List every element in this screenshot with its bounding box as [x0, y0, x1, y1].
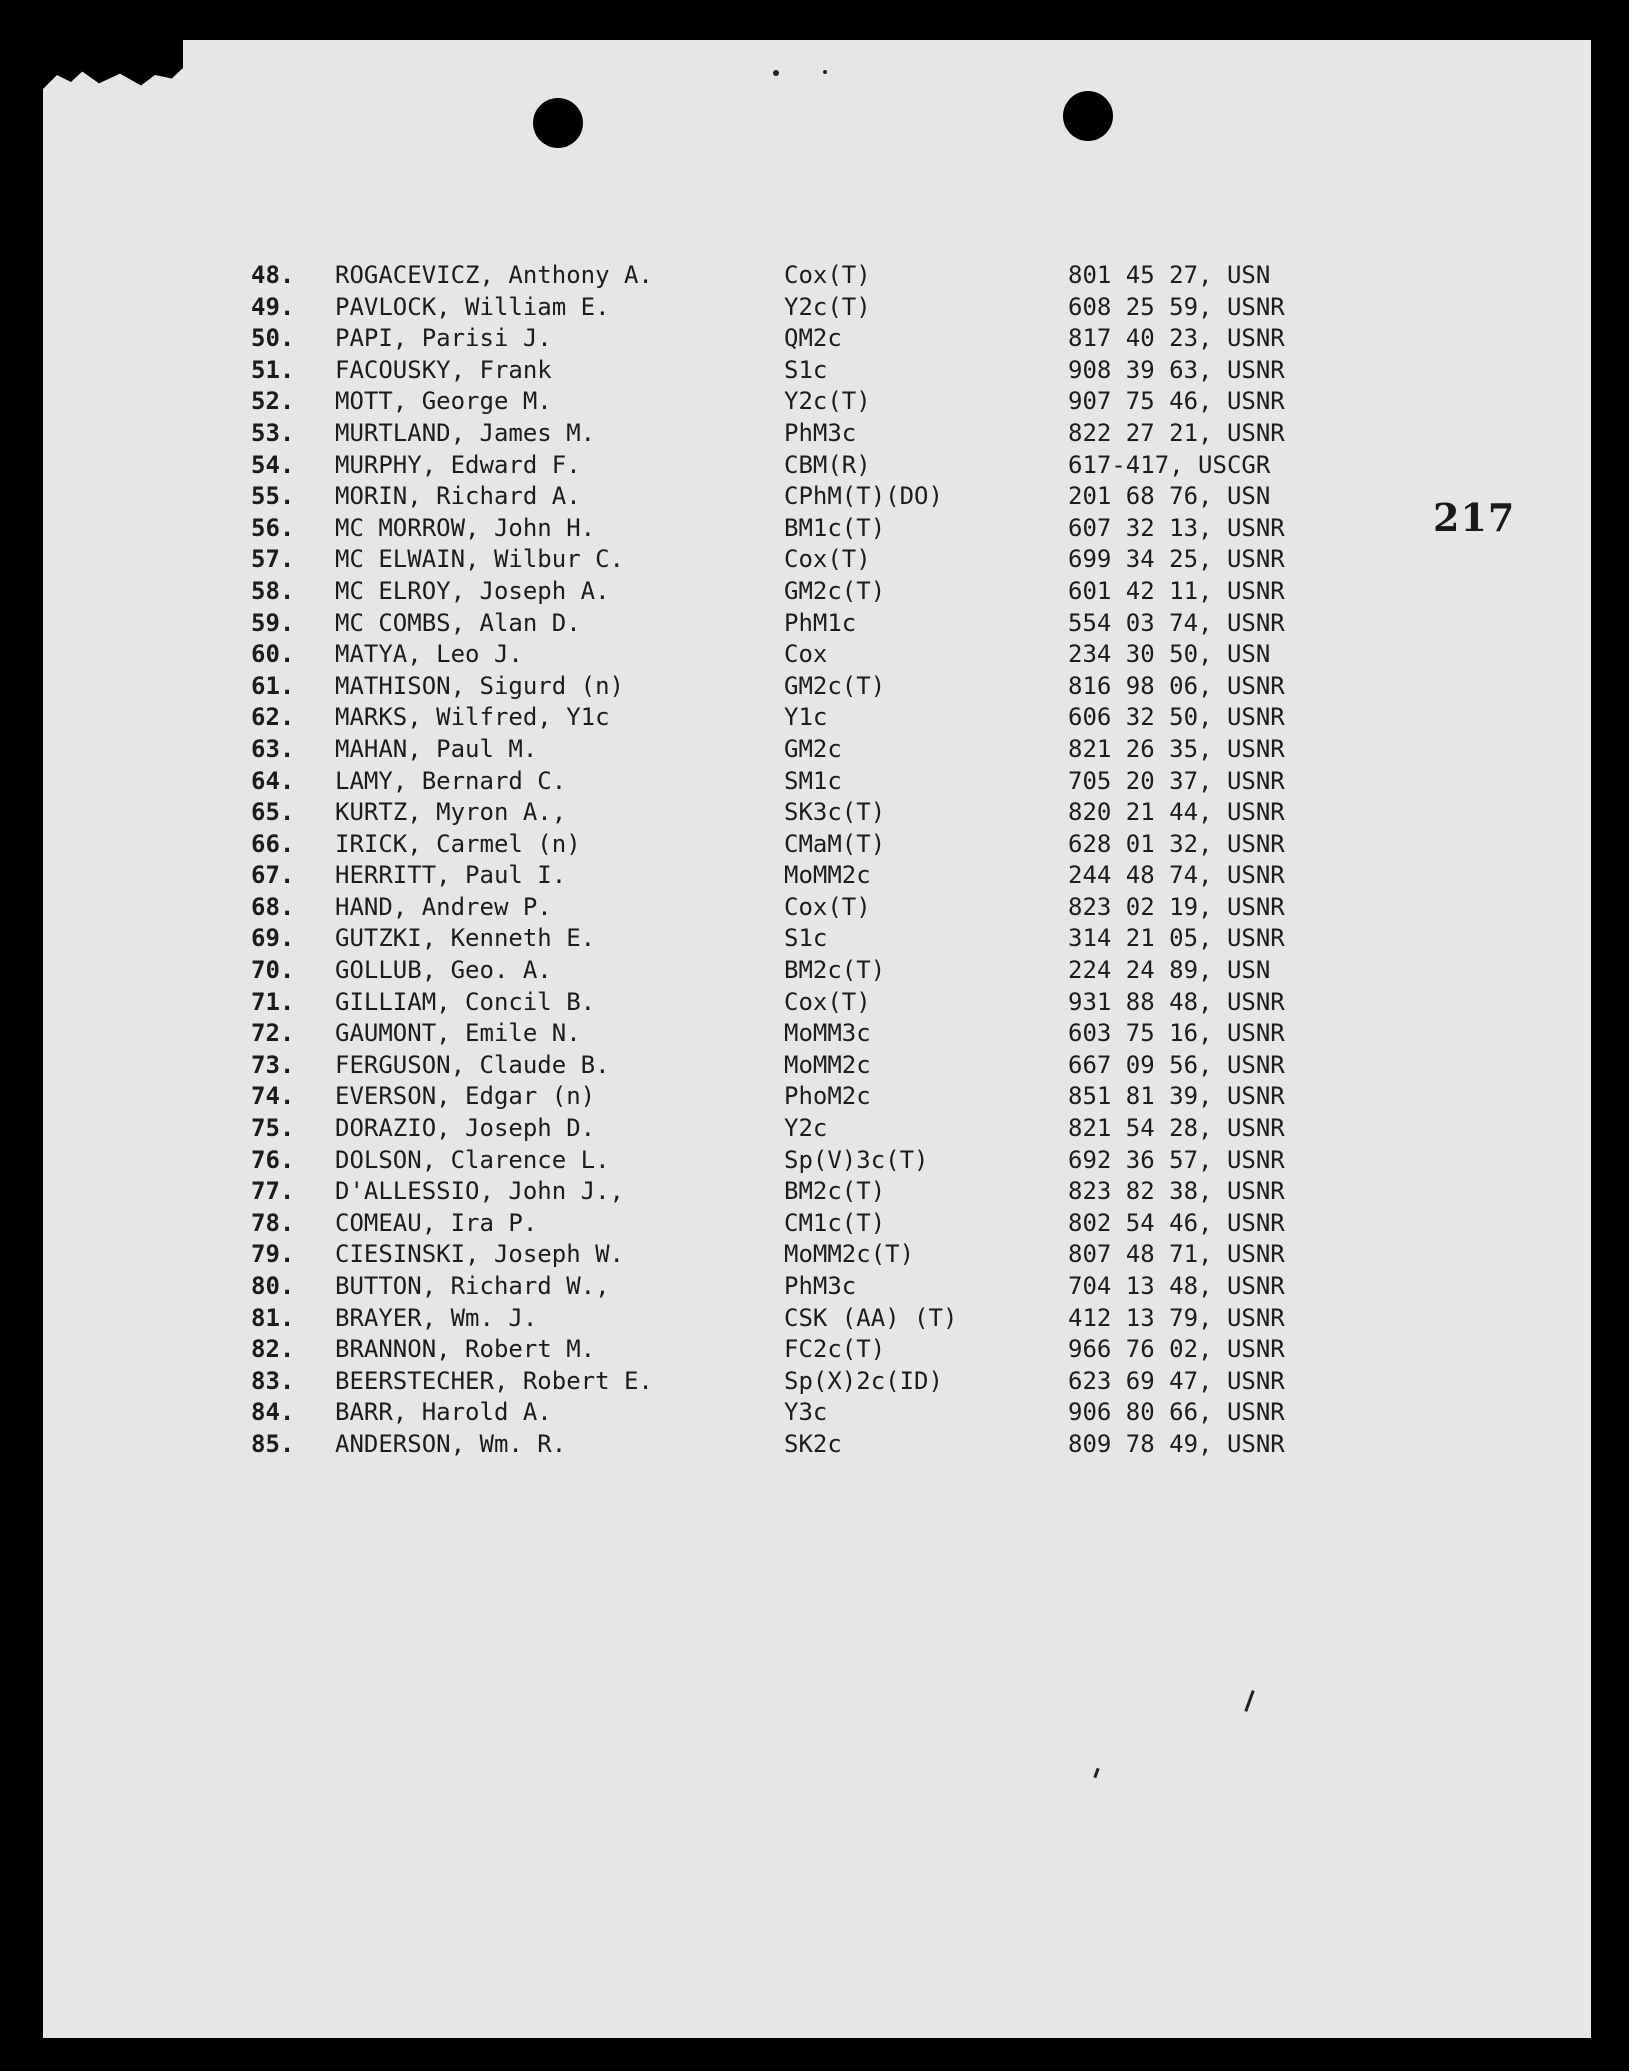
- crew-rate: PhM3c: [784, 1272, 857, 1300]
- roster-row: [43, 1397, 1591, 1429]
- entry-number: 59.: [251, 608, 295, 637]
- crew-rate: S1c: [784, 355, 828, 384]
- service-number: 809 78 49, USNR: [1068, 1429, 1285, 1458]
- service-number: 617-417, USCGR: [1068, 450, 1271, 479]
- crew-rate: MoMM2c: [784, 861, 871, 890]
- stray-mark: [823, 70, 827, 74]
- crew-name: BARR, Harold A.: [335, 1398, 552, 1427]
- crew-name: KURTZ, Myron A.,: [335, 798, 567, 827]
- crew-name: LAMY, Bernard C.: [335, 766, 567, 795]
- roster-row: [43, 260, 1591, 292]
- stray-mark: [1244, 1690, 1254, 1712]
- crew-rate: BM2c(T): [784, 956, 886, 985]
- roster-row: [43, 608, 1591, 640]
- crew-name: DORAZIO, Joseph D.: [335, 1114, 596, 1143]
- entry-number: 54.: [251, 450, 295, 479]
- roster-row: [43, 1366, 1591, 1398]
- entry-number: 55.: [251, 482, 295, 511]
- crew-rate: Cox(T): [784, 545, 871, 574]
- crew-rate: Y2c: [784, 1114, 828, 1143]
- roster-row: [43, 323, 1591, 355]
- crew-name: MARKS, Wilfred, Y1c: [335, 703, 610, 732]
- crew-rate: CBM(R): [784, 450, 871, 479]
- crew-name: BUTTON, Richard W.,: [335, 1272, 610, 1300]
- crew-name: CIESINSKI, Joseph W.: [335, 1240, 624, 1269]
- entry-number: 73.: [251, 1050, 295, 1079]
- crew-rate: CMaM(T): [784, 829, 886, 858]
- service-number: 234 30 50, USN: [1068, 640, 1271, 669]
- entry-number: 72.: [251, 1019, 295, 1048]
- roster-row: [43, 1334, 1591, 1366]
- crew-rate: PhoM2c: [784, 1082, 871, 1111]
- entry-number: 50.: [251, 324, 295, 353]
- crew-name: MATHISON, Sigurd (n): [335, 671, 624, 700]
- crew-rate: CSK (AA) (T): [784, 1303, 958, 1332]
- crew-name: GUTZKI, Kenneth E.: [335, 924, 596, 953]
- document-page: [43, 40, 1591, 2038]
- roster-row: [43, 1145, 1591, 1177]
- entry-number: 58.: [251, 576, 295, 605]
- crew-name: ROGACEVICZ, Anthony A.: [335, 261, 653, 289]
- crew-name: MC ELWAIN, Wilbur C.: [335, 545, 624, 574]
- crew-name: MATYA, Leo J.: [335, 640, 523, 669]
- service-number: 931 88 48, USNR: [1068, 987, 1285, 1016]
- service-number: 606 32 50, USNR: [1068, 703, 1285, 732]
- entry-number: 57.: [251, 545, 295, 574]
- roster-row: [43, 639, 1591, 671]
- entry-number: 64.: [251, 766, 295, 795]
- service-number: 822 27 21, USNR: [1068, 418, 1285, 447]
- entry-number: 81.: [251, 1303, 295, 1332]
- crew-name: PAPI, Parisi J.: [335, 324, 552, 353]
- crew-name: ANDERSON, Wm. R.: [335, 1429, 567, 1458]
- crew-rate: FC2c(T): [784, 1335, 886, 1364]
- crew-rate: GM2c(T): [784, 576, 886, 605]
- roster-row: [43, 955, 1591, 987]
- roster-row: [43, 513, 1591, 545]
- service-number: 821 54 28, USNR: [1068, 1114, 1285, 1143]
- service-number: 692 36 57, USNR: [1068, 1145, 1285, 1174]
- roster-row: [43, 481, 1591, 513]
- roster-row: [43, 987, 1591, 1019]
- service-number: 823 02 19, USNR: [1068, 892, 1285, 921]
- roster-row: [43, 1239, 1591, 1271]
- service-number: 608 25 59, USNR: [1068, 292, 1285, 321]
- crew-name: GOLLUB, Geo. A.: [335, 956, 552, 985]
- crew-name: FACOUSKY, Frank: [335, 355, 552, 384]
- crew-name: MC ELROY, Joseph A.: [335, 576, 610, 605]
- service-number: 699 34 25, USNR: [1068, 545, 1285, 574]
- service-number: 314 21 05, USNR: [1068, 924, 1285, 953]
- entry-number: 65.: [251, 798, 295, 827]
- crew-name: GILLIAM, Concil B.: [335, 987, 596, 1016]
- crew-rate: GM2c: [784, 734, 842, 763]
- service-number: 966 76 02, USNR: [1068, 1335, 1285, 1364]
- crew-rate: CPhM(T)(DO): [784, 482, 943, 511]
- crew-rate: PhM1c: [784, 608, 857, 637]
- crew-rate: SM1c: [784, 766, 842, 795]
- crew-name: MC MORROW, John H.: [335, 513, 596, 542]
- roster-row: [43, 1176, 1591, 1208]
- punch-hole-right: [1063, 91, 1113, 141]
- roster-row: [43, 797, 1591, 829]
- service-number: 244 48 74, USNR: [1068, 861, 1285, 890]
- crew-name: MORIN, Richard A.: [335, 482, 581, 511]
- roster-row: [43, 1303, 1591, 1335]
- crew-name: MC COMBS, Alan D.: [335, 608, 581, 637]
- roster-row: [43, 892, 1591, 924]
- crew-name: EVERSON, Edgar (n): [335, 1082, 596, 1111]
- entry-number: 62.: [251, 703, 295, 732]
- roster-row: [43, 544, 1591, 576]
- service-number: 820 21 44, USNR: [1068, 798, 1285, 827]
- roster-row: [43, 386, 1591, 418]
- service-number: 823 82 38, USNR: [1068, 1177, 1285, 1206]
- crew-rate: Sp(X)2c(ID): [784, 1366, 943, 1395]
- entry-number: 52.: [251, 387, 295, 416]
- roster-row: [43, 292, 1591, 324]
- service-number: 412 13 79, USNR: [1068, 1303, 1285, 1332]
- crew-rate: BM2c(T): [784, 1177, 886, 1206]
- roster-row: [43, 766, 1591, 798]
- roster-row: [43, 1208, 1591, 1240]
- crew-name: PAVLOCK, William E.: [335, 292, 610, 321]
- crew-rate: Sp(V)3c(T): [784, 1145, 929, 1174]
- service-number: 607 32 13, USNR: [1068, 513, 1285, 542]
- entry-number: 70.: [251, 956, 295, 985]
- entry-number: 83.: [251, 1366, 295, 1395]
- roster-row: [43, 829, 1591, 861]
- punch-hole-left: [533, 98, 583, 148]
- roster-row: [43, 923, 1591, 955]
- crew-name: D'ALLESSIO, John J.,: [335, 1177, 624, 1206]
- service-number: 816 98 06, USNR: [1068, 671, 1285, 700]
- entry-number: 49.: [251, 292, 295, 321]
- service-number: 623 69 47, USNR: [1068, 1366, 1285, 1395]
- crew-rate: Y2c(T): [784, 387, 871, 416]
- roster-list: [43, 260, 1591, 1461]
- service-number: 802 54 46, USNR: [1068, 1208, 1285, 1237]
- crew-rate: MoMM3c: [784, 1019, 871, 1048]
- entry-number: 77.: [251, 1177, 295, 1206]
- crew-name: BEERSTECHER, Robert E.: [335, 1366, 653, 1395]
- roster-row: [43, 1081, 1591, 1113]
- service-number: 704 13 48, USNR: [1068, 1272, 1285, 1300]
- entry-number: 84.: [251, 1398, 295, 1427]
- crew-name: BRAYER, Wm. J.: [335, 1303, 538, 1332]
- entry-number: 85.: [251, 1429, 295, 1458]
- entry-number: 67.: [251, 861, 295, 890]
- entry-number: 63.: [251, 734, 295, 763]
- crew-name: FERGUSON, Claude B.: [335, 1050, 610, 1079]
- entry-number: 76.: [251, 1145, 295, 1174]
- entry-number: 80.: [251, 1272, 295, 1300]
- stray-mark: [1093, 1768, 1099, 1778]
- crew-rate: Y2c(T): [784, 292, 871, 321]
- roster-row: [43, 702, 1591, 734]
- entry-number: 51.: [251, 355, 295, 384]
- roster-row: [43, 1271, 1591, 1303]
- crew-name: BRANNON, Robert M.: [335, 1335, 596, 1364]
- entry-number: 79.: [251, 1240, 295, 1269]
- crew-rate: QM2c: [784, 324, 842, 353]
- entry-number: 71.: [251, 987, 295, 1016]
- crew-name: HAND, Andrew P.: [335, 892, 552, 921]
- crew-name: GAUMONT, Emile N.: [335, 1019, 581, 1048]
- entry-number: 75.: [251, 1114, 295, 1143]
- service-number: 817 40 23, USNR: [1068, 324, 1285, 353]
- crew-rate: Y1c: [784, 703, 828, 732]
- service-number: 807 48 71, USNR: [1068, 1240, 1285, 1269]
- crew-rate: GM2c(T): [784, 671, 886, 700]
- roster-row: [43, 671, 1591, 703]
- crew-rate: SK2c: [784, 1429, 842, 1458]
- crew-rate: MoMM2c: [784, 1050, 871, 1079]
- torn-corner: [43, 40, 183, 110]
- service-number: 224 24 89, USN: [1068, 956, 1271, 985]
- crew-name: DOLSON, Clarence L.: [335, 1145, 610, 1174]
- entry-number: 60.: [251, 640, 295, 669]
- roster-row: [43, 734, 1591, 766]
- crew-name: COMEAU, Ira P.: [335, 1208, 538, 1237]
- crew-name: MURPHY, Edward F.: [335, 450, 581, 479]
- crew-rate: SK3c(T): [784, 798, 886, 827]
- entry-number: 66.: [251, 829, 295, 858]
- service-number: 907 75 46, USNR: [1068, 387, 1285, 416]
- crew-name: IRICK, Carmel (n): [335, 829, 581, 858]
- service-number: 821 26 35, USNR: [1068, 734, 1285, 763]
- roster-row: [43, 355, 1591, 387]
- roster-row: [43, 1429, 1591, 1461]
- entry-number: 56.: [251, 513, 295, 542]
- service-number: 667 09 56, USNR: [1068, 1050, 1285, 1079]
- service-number: 906 80 66, USNR: [1068, 1398, 1285, 1427]
- crew-rate: Y3c: [784, 1398, 828, 1427]
- service-number: 908 39 63, USNR: [1068, 355, 1285, 384]
- service-number: 603 75 16, USNR: [1068, 1019, 1285, 1048]
- service-number: 851 81 39, USNR: [1068, 1082, 1285, 1111]
- crew-rate: Cox: [784, 640, 828, 669]
- crew-rate: MoMM2c(T): [784, 1240, 915, 1269]
- entry-number: 48.: [251, 261, 295, 289]
- roster-row: [43, 860, 1591, 892]
- crew-name: MAHAN, Paul M.: [335, 734, 538, 763]
- entry-number: 61.: [251, 671, 295, 700]
- crew-name: MURTLAND, James M.: [335, 418, 596, 447]
- roster-row: [43, 1113, 1591, 1145]
- entry-number: 74.: [251, 1082, 295, 1111]
- roster-row: [43, 1018, 1591, 1050]
- page-number: 217: [1433, 495, 1516, 540]
- roster-row: [43, 576, 1591, 608]
- crew-rate: CM1c(T): [784, 1208, 886, 1237]
- crew-rate: PhM3c: [784, 418, 857, 447]
- entry-number: 68.: [251, 892, 295, 921]
- entry-number: 78.: [251, 1208, 295, 1237]
- crew-name: MOTT, George M.: [335, 387, 552, 416]
- crew-rate: BM1c(T): [784, 513, 886, 542]
- crew-rate: Cox(T): [784, 261, 871, 289]
- entry-number: 82.: [251, 1335, 295, 1364]
- entry-number: 53.: [251, 418, 295, 447]
- roster-row: [43, 450, 1591, 482]
- service-number: 801 45 27, USN: [1068, 261, 1271, 289]
- roster-row: [43, 418, 1591, 450]
- crew-rate: Cox(T): [784, 892, 871, 921]
- service-number: 628 01 32, USNR: [1068, 829, 1285, 858]
- stray-mark: [773, 70, 779, 76]
- crew-name: HERRITT, Paul I.: [335, 861, 567, 890]
- service-number: 201 68 76, USN: [1068, 482, 1271, 511]
- crew-rate: Cox(T): [784, 987, 871, 1016]
- entry-number: 69.: [251, 924, 295, 953]
- roster-row: [43, 1050, 1591, 1082]
- service-number: 705 20 37, USNR: [1068, 766, 1285, 795]
- service-number: 554 03 74, USNR: [1068, 608, 1285, 637]
- service-number: 601 42 11, USNR: [1068, 576, 1285, 605]
- crew-rate: S1c: [784, 924, 828, 953]
